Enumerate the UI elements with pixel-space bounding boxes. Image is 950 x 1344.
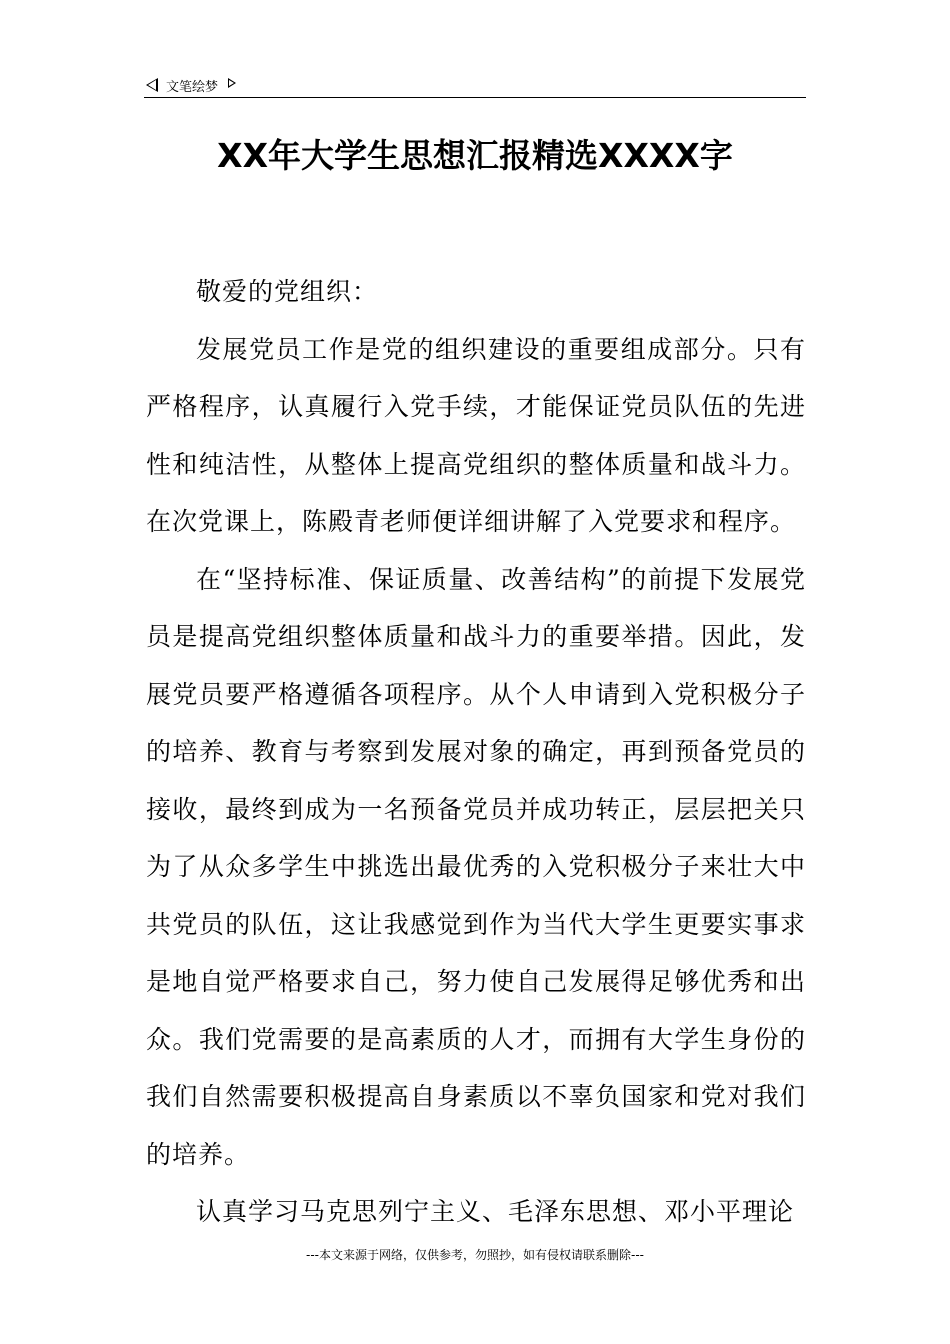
header-divider	[144, 97, 806, 98]
paragraph-1: 发展党员工作是党的组织建设的重要组成部分。只有严格程序，认真履行入党手续，才能保证党员队伍的先进性和纯洁性，从整体上提高党组织的整体质量和战斗力。在次党课上，陈殿青老师便详细讲解了入党要求和程序。	[146, 334, 806, 536]
document-title: XX年大学生思想汇报精选XXXX字	[217, 136, 733, 175]
document-body	[146, 263, 806, 1241]
salutation: 敬爱的党组织：	[196, 277, 379, 306]
paragraph-3: 认真学习马克思列宁主义、毛泽东思想、邓小平理论	[196, 1197, 795, 1226]
site-name: 文笔绘梦	[166, 79, 219, 95]
footer-notice: ---本文来源于网络，仅供参考，勿照抄，如有侵权请联系删除---	[306, 1248, 644, 1262]
left-triangle-icon	[146, 78, 158, 92]
paragraph-2: 在“坚持标准、保证质量、改善结构”的前提下发展党员是提高党组织整体质量和战斗力的重要举措。因此，发展党员要严格遵循各项程序。从个人申请到入党积极分子的培养、教育与考察到发展对象的确定，再到预备党员的接收，最终到成为一名预备党员并成功转正，层层把关只为了从众多学生中挑选出最优秀的入党积极分子来壮大中共党员的队伍，这让我感觉到作为当代大学生更要实事求是地自觉严格要求自己，努力使自己发展得足够优秀和出众。我们党需要的是高素质的人才，而拥有大学生身份的我们自然需要积极提高自身素质以不辜负国家和党对我们的培养。	[146, 564, 806, 1169]
page-header	[146, 74, 806, 96]
right-triangle-icon	[228, 78, 236, 88]
